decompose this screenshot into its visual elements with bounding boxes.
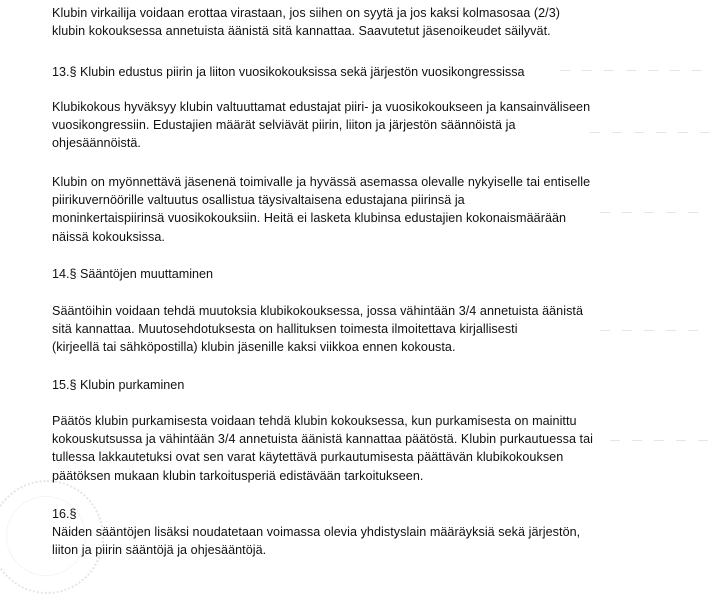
section-16-paragraph: Näiden sääntöjen lisäksi noudatetaan voimassa olevia yhdistyslain määräyksiä sekä järjestön, liiton ja piirin sääntöjä ja ohjesääntöjä. [52, 525, 581, 558]
section-14-paragraph: Sääntöihin voidaan tehdä muutoksia klubikokouksessa, jossa vähintään 3/4 annetuista äänistä sitä kannattaa. Muutosehdotuksesta on hallituksen toimesta ilmoitettava kirjallisesti (kirjeellä tai sähköpostilla) klubin jäsenille kaksi viikkoa ennen kokousta. [52, 304, 584, 355]
section-13-paragraph-1: Klubikokous hyväksyy klubin valtuuttamat edustajat piiri- ja vuosikokoukseen ja kansainväliseen vuosikongressiin. Edustajien määrät selviävät piirin, liiton ja järjestön säännöistä ja ohjesäännöistä. [52, 100, 591, 151]
section-13-heading: 13.§ Klubin edustus piirin ja liiton vuosikokouksissa sekä järjestön vuosikongressissa [52, 65, 525, 79]
section-15-paragraph: Päätös klubin purkamisesta voidaan tehdä klubin kokouksessa, kun purkamisesta on mainittu kokouskutsussa ja vähintään 3/4 annetuista äänistä kannattaa päätöstä. Klubin purkautuessa tai tullessa lakkautetuksi ovat sen varat käytettävä purkautumisesta päättävän klubikokouksen päätöksen mukaan klubin tarkoitusperiä edistävään tarkoitukseen. [52, 414, 593, 483]
section-13-paragraph-2: Klubin on myönnettävä jäsenenä toimivalle ja hyvässä asemassa olevalle nykyiselle tai entiselle piirikuvernöörille valtuutus osallistua täysivaltaisena edustajana piirinsä ja moninkertaispiirinsä vuosikokouksiin. Heitä ei lasketa klubinsa edustajien kokonaismäärään näissä kokouksissa. [52, 175, 591, 244]
section-16-heading: 16.§ [52, 507, 77, 521]
scan-artifact [560, 70, 710, 71]
section-15-heading: 15.§ Klubin purkaminen [52, 378, 185, 392]
paragraph-officer-removal: Klubin virkailija voidaan erottaa virastaan, jos siihen on syytä ja jos kaksi kolmasosaa (2/3) klubin kokouksessa annetuista äänistä sitä kannattaa. Saavutetut jäsenoikeudet säilyvät. [52, 6, 560, 39]
section-14-heading: 14.§ Sääntöjen muuttaminen [52, 267, 214, 281]
